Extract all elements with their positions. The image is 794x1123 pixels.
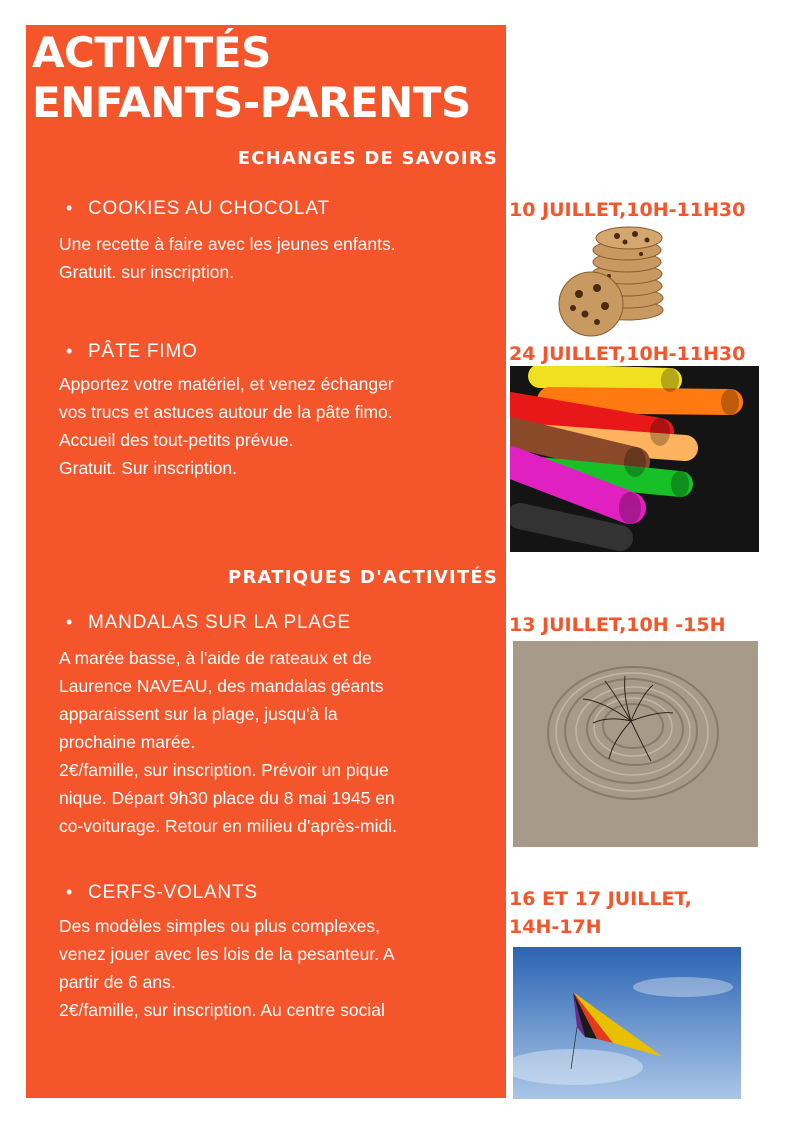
date-line: 10 JUILLET,10H-11H30 (509, 199, 746, 221)
description-line: Gratuit. sur inscription. (59, 262, 235, 282)
bullet-dot-icon: • (66, 198, 74, 218)
kite-illustration-icon (513, 947, 741, 1099)
bullet-dot-icon: • (66, 341, 74, 361)
description-line: vos trucs et astuces autour de la pâte fimo. (59, 402, 393, 422)
activity-description-kites (59, 912, 499, 1024)
activity-bullet-cookies (66, 198, 330, 220)
activity-date-fimo (509, 340, 745, 368)
description-line: Accueil des tout-petits prévue. (59, 430, 294, 450)
description-line: prochaine marée. (59, 732, 196, 752)
description-line: apparaissent sur la plage, jusqu'à la (59, 704, 338, 724)
activity-bullet-mandalas (66, 612, 351, 634)
activity-title: MANDALAS SUR LA PLAGE (88, 612, 351, 633)
cookies-photo (555, 224, 673, 340)
description-line: Une recette à faire avec les jeunes enfants. (59, 234, 396, 254)
sand-mandala-illustration-icon (513, 641, 758, 847)
bullet-dot-icon: • (66, 882, 74, 902)
bullet-dot-icon: • (66, 612, 74, 632)
section-heading-pratiques: PRATIQUES D'ACTIVITÉS (228, 567, 498, 588)
description-line: venez jouer avec les lois de la pesanteur. A (59, 944, 395, 964)
activity-bullet-kites (66, 882, 258, 904)
activity-description-mandalas (59, 644, 499, 840)
activity-title: CERFS-VOLANTS (88, 882, 258, 903)
page-title-line-1: ACTIVITÉS (32, 28, 271, 77)
description-line: Laurence NAVEAU, des mandalas géants (59, 676, 384, 696)
activity-bullet-fimo (66, 341, 198, 363)
activity-title: PÂTE FIMO (88, 341, 198, 362)
description-line: A marée basse, à l'aide de rateaux et de (59, 648, 372, 668)
fimo-clay-photo (510, 366, 759, 552)
description-line: 2€/famille, sur inscription. Prévoir un pique (59, 760, 389, 780)
activity-description-fimo (59, 370, 499, 482)
description-line: nique. Départ 9h30 place du 8 mai 1945 en (59, 788, 395, 808)
activity-date-cookies (509, 196, 745, 224)
activity-date-mandalas (509, 611, 725, 639)
date-line: 24 JUILLET,10H-11H30 (509, 343, 746, 365)
activity-description-cookies (59, 230, 499, 286)
description-line: Apportez votre matériel, et venez échanger (59, 374, 394, 394)
kite-photo (513, 947, 741, 1099)
section-heading-echanges: ECHANGES DE SAVOIRS (237, 148, 498, 169)
page-title-line-2: ENFANTS-PARENTS (32, 78, 471, 127)
date-line: 16 ET 17 JUILLET, (509, 888, 692, 910)
description-line: Des modèles simples ou plus complexes, (59, 916, 380, 936)
date-line: 14H-17H (509, 916, 602, 938)
description-line: co-voiturage. Retour en milieu d'après-midi. (59, 816, 397, 836)
activity-date-kites (509, 885, 692, 941)
description-line: partir de 6 ans. (59, 972, 176, 992)
description-line: 2€/famille, sur inscription. Au centre social (59, 1000, 385, 1020)
description-line: Gratuit. Sur inscription. (59, 458, 237, 478)
activity-title: COOKIES AU CHOCOLAT (88, 198, 330, 219)
fimo-clay-illustration-icon (510, 366, 759, 552)
cookies-illustration-icon (555, 224, 673, 340)
sand-mandala-photo (513, 641, 758, 847)
date-line: 13 JUILLET,10H -15H (509, 614, 726, 636)
